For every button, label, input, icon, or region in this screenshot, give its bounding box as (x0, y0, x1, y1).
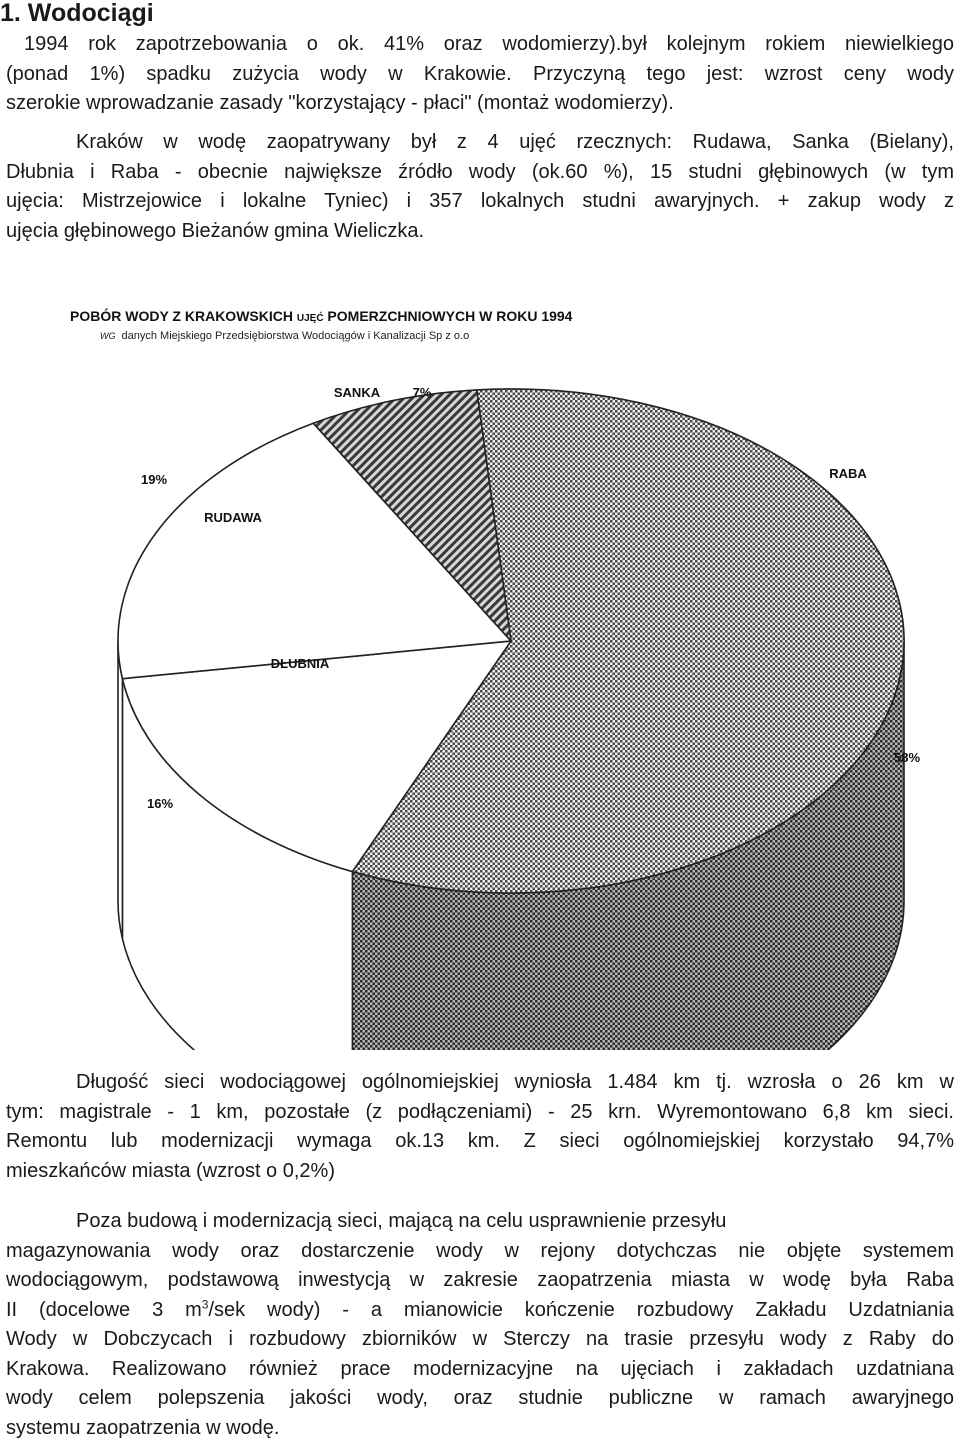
sources-line: Dłubnia i Raba - obecnie największe źródło wody (ok.60 %), 15 studni głębinowych (w tym (6, 158, 954, 188)
chart-title-part: POBÓR WODY Z KRAKOWSKICH (70, 308, 297, 324)
pie-chart (0, 350, 960, 1050)
slice-percent-rudawa: 19% (141, 472, 167, 487)
investment-line: Krakowa. Realizowano również prace modernizacyjne na ujęciach i zakładach uzdatniana (6, 1355, 954, 1385)
investment-line: Wody w Dobczycach i rozbudowy zbiorników w Sterczy na trasie przesyłu wody z Raby do (6, 1325, 954, 1355)
investment-line-text: II (docelowe 3 m (6, 1299, 202, 1321)
pie-side-rudawa (118, 641, 122, 939)
sources-line: ujęcia głębinowego Bieżanów gmina Wieliczka. (6, 217, 954, 247)
network-line: Remontu lub modernizacji wymaga ok.13 km. Z sieci ogólnomiejskiej korzystało 94,7% (6, 1127, 954, 1157)
chart-title-part: POMERZCHNIOWYCH W ROKU 1994 (324, 308, 573, 324)
sources-line (6, 128, 954, 158)
investment-line: wody celem polepszenia jakości wody, oraz studnie publiczne w ramach awaryjnego (6, 1384, 954, 1414)
page-heading: 1. Wodociągi (0, 0, 154, 27)
chart-subtitle-prefix: WG (100, 331, 116, 341)
intro-line: (ponad 1%) spadku zużycia wody w Krakowie. Przyczyną tego jest: wzrost ceny wody (6, 60, 954, 90)
slice-label-rudawa: RUDAWA (204, 510, 262, 525)
intro-line (6, 30, 954, 60)
intro-line: szerokie wprowadzanie zasady "korzystający - płaci" (montaż wodomierzy). (6, 89, 954, 119)
chart-title (70, 308, 572, 324)
superscript-exponent: 3 (202, 1297, 209, 1311)
chart-subtitle-text: danych Miejskiego Przedsiębiorstwa Wodociągów i Kanalizacji Sp z o.o (122, 330, 470, 342)
investment-line: wodociągowym, podstawową inwestycją w zakresie zaopatrzenia miasta w wodę była Raba (6, 1266, 954, 1296)
slice-percent-sanka: 7% (413, 385, 432, 400)
sources-line-text: Kraków w wodę zaopatrywany był z 4 ujęć rzecznych: Rudawa, Sanka (Bielany), (76, 131, 954, 153)
intro-paragraph (6, 30, 954, 119)
pie-tops (118, 389, 904, 893)
slice-label-sanka: SANKA (334, 385, 381, 400)
investment-line-text: Poza budową i modernizacją sieci, mającą na celu usprawnienie przesyłu (76, 1210, 726, 1232)
slice-percent-dłubnia: 16% (147, 796, 173, 811)
investment-line: systemu zaopatrzenia w wodę. (6, 1414, 954, 1443)
network-line: tym: magistrale - 1 km, pozostałe (z podłączeniami) - 25 krn. Wyremontowano 6,8 km sieci. (6, 1098, 954, 1128)
sources-line: ujęcia: Mistrzejowice i lokalne Tyniec) i 357 lokalnych studni awaryjnych. + zakup wody z (6, 187, 954, 217)
network-line: mieszkańców miasta (wzrost o 0,2%) (6, 1157, 954, 1187)
chart-subtitle (100, 330, 469, 342)
chart-title-part: UJĘĆ (297, 313, 324, 324)
investment-line: magazynowania wody oraz dostarczenie wody w rejony dotychczas nie objęte systemem (6, 1237, 954, 1267)
network-line-text: Długość sieci wodociągowej ogólnomiejskiej wyniosła 1.484 km tj. wzrosła o 26 km w (76, 1071, 954, 1093)
slice-label-dłubnia: DŁUBNIA (271, 656, 330, 671)
slice-label-raba: RABA (829, 466, 867, 481)
investment-line (6, 1207, 954, 1237)
network-paragraph (6, 1068, 954, 1186)
slice-percent-raba: 58% (894, 750, 920, 765)
investment-paragraph (6, 1207, 954, 1443)
investment-line (6, 1296, 954, 1326)
investment-line-text: /sek wody) - a mianowicie kończenie rozbudowy Zakładu Uzdatniania (208, 1299, 954, 1321)
intro-line-text: 1994 rok zapotrzebowania o ok. 41% oraz wodomierzy).był kolejnym rokiem niewielkiego (24, 33, 954, 55)
network-line (6, 1068, 954, 1098)
sources-paragraph (6, 128, 954, 246)
